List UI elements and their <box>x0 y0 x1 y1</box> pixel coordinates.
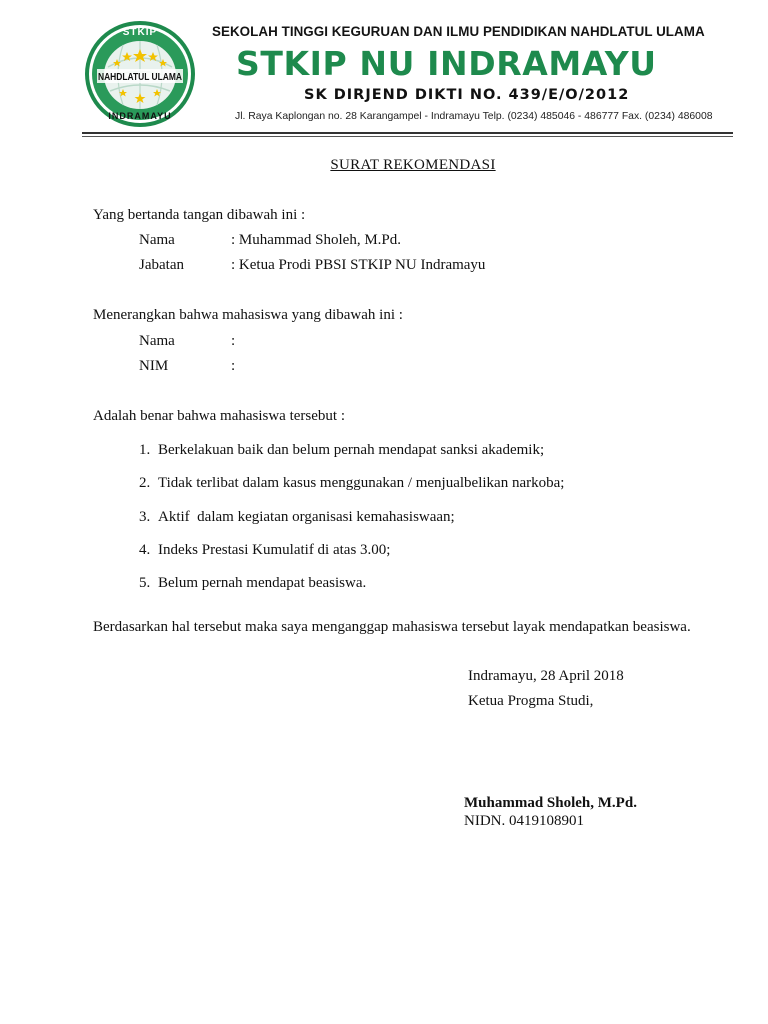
letter-title: SURAT REKOMENDASI <box>330 157 496 173</box>
statement-text: Belum pernah mendapat beasiswa. <box>158 575 367 591</box>
signer-position-label: Jabatan <box>139 257 184 273</box>
student-name-value: : <box>231 333 236 349</box>
statement-text: Berkelakuan baik dan belum pernah mendapat sanksi akademik; <box>158 442 545 458</box>
institution-short-name: STKIP NU INDRAMAYU <box>236 44 657 83</box>
signer-intro: Yang bertanda tangan dibawah ini : <box>93 207 306 223</box>
logo-bottom-text: INDRAMAYU <box>108 111 172 121</box>
student-intro: Menerangkan bahwa mahasiswa yang dibawah ini : <box>93 307 403 323</box>
statement-text: Indeks Prestasi Kumulatif di atas 3.00; <box>158 542 391 558</box>
place-date: Indramayu, 28 April 2018 <box>468 668 624 684</box>
institution-full-name: SEKOLAH TINGGI KEGURUAN DAN ILMU PENDIDIKAN NAHDLATUL ULAMA <box>212 24 705 39</box>
conclusion-paragraph: Berdasarkan hal tersebut maka saya menganggap mahasiswa tersebut layak mendapatkan beasiswa. <box>93 619 691 635</box>
logo-top-text: STKIP <box>122 27 158 38</box>
header-divider-thin <box>82 136 733 137</box>
statement-number: 3. <box>139 509 151 525</box>
signer-name-value: : Muhammad Sholeh, M.Pd. <box>231 232 402 248</box>
statement-intro: Adalah benar bahwa mahasiswa tersebut : <box>93 408 345 424</box>
statement-number: 2. <box>139 475 151 491</box>
logo-middle-text: NAHDLATUL ULAMA <box>98 71 183 83</box>
signer-name: Muhammad Sholeh, M.Pd. <box>464 795 637 811</box>
header-divider <box>82 132 733 134</box>
signer-role: Ketua Progma Studi, <box>468 693 594 709</box>
student-nim-label: NIM <box>139 358 169 374</box>
institution-address: Jl. Raya Kaplongan no. 28 Karangampel - Indramayu Telp. (0234) 485046 - 486777 Fax. (0234) 486008 <box>235 111 713 122</box>
signer-name-label: Nama <box>139 232 175 248</box>
statement-number: 5. <box>139 575 151 591</box>
signer-id: NIDN. 0419108901 <box>464 813 584 829</box>
student-name-label: Nama <box>139 333 175 349</box>
decree-number: SK DIRJEND DIKTI NO. 439/E/O/2012 <box>304 87 630 103</box>
statement-number: 1. <box>139 442 151 458</box>
signer-position-value: : Ketua Prodi PBSI STKIP NU Indramayu <box>231 257 486 273</box>
student-nim-value: : <box>231 358 236 374</box>
institution-logo <box>83 19 197 129</box>
statement-text: Tidak terlibat dalam kasus menggunakan / menjualbelikan narkoba; <box>158 475 565 491</box>
statement-number: 4. <box>139 542 151 558</box>
statement-text: Aktif dalam kegiatan organisasi kemahasiswaan; <box>158 509 455 525</box>
